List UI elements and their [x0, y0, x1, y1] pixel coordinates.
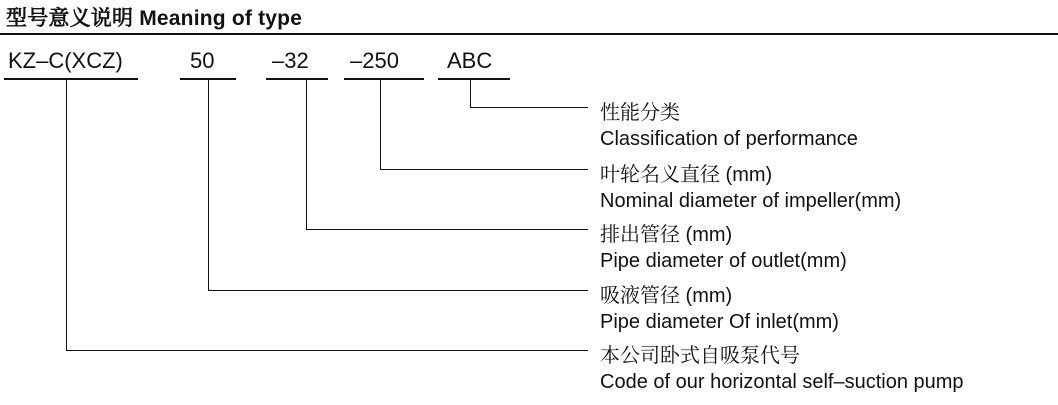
leader-line-impeller-horizontal: [380, 169, 588, 170]
code-token-performance: ABC: [447, 48, 493, 73]
callout-inlet-cn: 吸液管径 (mm): [600, 285, 733, 307]
leader-line-inlet-vertical: [208, 78, 209, 290]
code-underline-performance: [438, 78, 510, 80]
code-underline-impeller: [344, 78, 424, 80]
callout-outlet-cn: 排出管径 (mm): [600, 224, 733, 246]
code-token-impeller: –250: [350, 48, 399, 73]
callout-performance-en: Classification of performance: [600, 128, 858, 150]
leader-line-impeller-vertical: [380, 78, 381, 169]
leader-line-performance-horizontal: [470, 107, 588, 108]
callout-performance-cn: 性能分类: [600, 102, 680, 124]
code-token-outlet: –32: [272, 48, 309, 73]
callout-impeller-en: Nominal diameter of impeller(mm): [600, 190, 902, 212]
leader-line-outlet-vertical: [306, 78, 307, 229]
callout-inlet-en: Pipe diameter Of inlet(mm): [600, 311, 839, 333]
code-token-series: KZ–C(XCZ): [8, 48, 123, 73]
leader-line-outlet-horizontal: [306, 229, 588, 230]
title-divider: [0, 33, 1058, 35]
code-underline-series: [4, 78, 138, 80]
leader-line-performance-vertical: [470, 78, 471, 107]
leader-line-series-horizontal: [66, 350, 588, 351]
callout-outlet-en: Pipe diameter of outlet(mm): [600, 250, 847, 272]
callout-series-cn: 本公司卧式自吸泵代号: [600, 345, 800, 367]
leader-line-inlet-horizontal: [208, 290, 588, 291]
page-title: 型号意义说明 Meaning of type: [6, 7, 303, 30]
callout-impeller-cn: 叶轮名义直径 (mm): [600, 164, 773, 186]
code-token-inlet: 50: [190, 48, 215, 73]
code-underline-outlet: [266, 78, 328, 80]
callout-series-en: Code of our horizontal self–suction pump: [600, 371, 964, 393]
leader-line-series-vertical: [66, 78, 67, 350]
